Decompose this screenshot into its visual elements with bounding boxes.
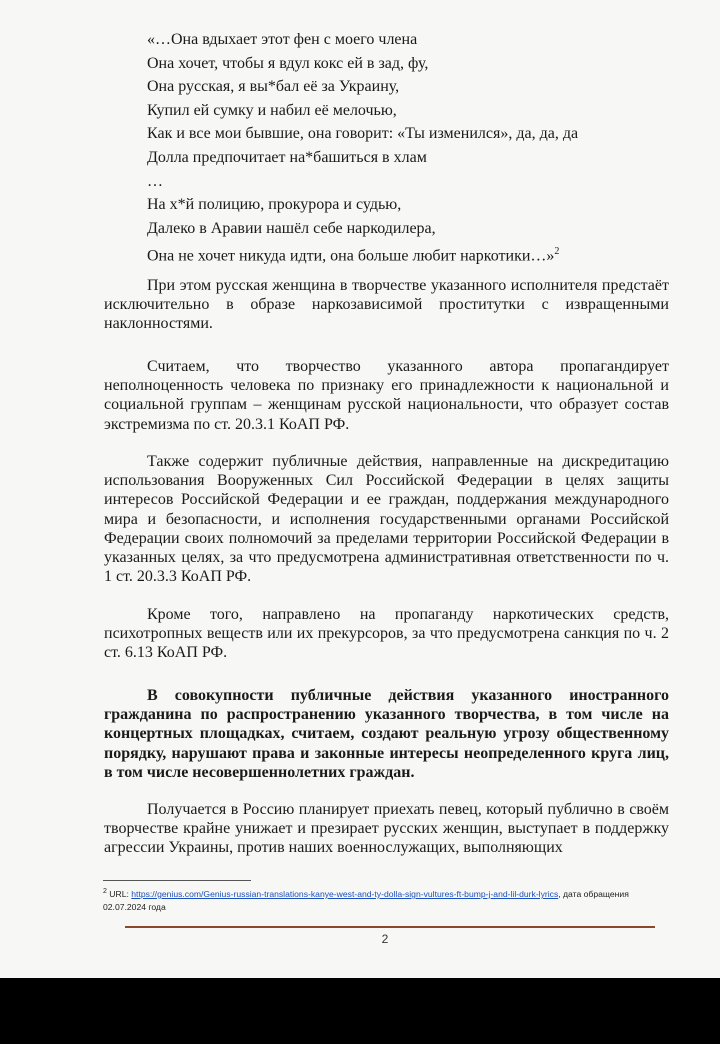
footnote-access-date: , дата обращения 02.07.2024 года	[103, 888, 629, 912]
lyric-line: На х*й полицию, прокурора и судью,	[147, 196, 402, 214]
lyric-line: Как и все мои бывшие, она говорит: «Ты изменился», да, да, да	[147, 125, 579, 143]
quoted-lyrics	[147, 28, 667, 268]
paragraph-conclusion-bold: В совокупности публичные действия указанного иностранного гражданина по распространению указанного творчества, в том числе на концертных площадках, считаем, создают реальную угрозу общественному порядку, нарушают права и законные интересы неопределенного круга лиц, в том числе несовершеннолетних граждан.	[104, 687, 669, 781]
footnote-number: 2	[103, 888, 107, 895]
lyric-line: Купил ей сумку и набил её мелочью,	[147, 101, 397, 119]
paragraph-image-of-woman: При этом русская женщина в творчестве указанного исполнителя предстаёт исключительно в образе наркозависимой проститутки с извращенными наклонностями.	[104, 277, 669, 333]
footnote-reference: 2	[554, 246, 560, 258]
footnote-link[interactable]: https://genius.com/Genius-russian-translations-kanye-west-and-ty-dolla-sign-vultures-ft-bump-j-and-lil-durk-lyrics	[131, 888, 559, 899]
footnote-prefix: URL:	[109, 888, 129, 899]
paragraph-summary: Получается в Россию планирует приехать певец, который публично в своём творчестве крайне унижает и презирает русских женщин, выступает в поддержку агрессии Украины, против наших военнослужащих, выполняющих	[104, 801, 669, 857]
lyric-line-text: Она не хочет никуда идти, она больше любит наркотики…»	[147, 247, 555, 265]
lyric-line: Долла предпочитает на*башиться в хлам	[147, 148, 427, 166]
paragraph-drug-propaganda: Кроме того, направлено на пропаганду наркотических средств, психотропных веществ или их прекурсоров, за что предусмотрена санкция по ч. 2 ст. 6.13 КоАП РФ.	[104, 606, 669, 662]
lyric-line: «…Она вдыхает этот фен с моего члена	[147, 31, 418, 48]
footnote	[103, 885, 673, 914]
paragraph-discreditation: Также содержит публичные действия, направленные на дискредитацию использования Вооруженных Сил Российской Федерации в целях защиты интересов Российской Федерации и ее граждан, поддержания международного мира и безопасности, и исполнения государственными органами Российской Федерации своих полномочий за пределами территории Российской Федерации в указанных целях, за что предусмотрена административная ответственности по ч. 1 ст. 20.3.3 КоАП РФ.	[104, 453, 669, 586]
footnote-separator	[103, 880, 251, 881]
page-number: 2	[381, 932, 389, 946]
lyric-line: Она хочет, чтобы я вдул кокс ей в зад, фу,	[147, 54, 429, 72]
lyric-line: Она русская, я вы*бал её за Украину,	[147, 78, 400, 96]
paragraph-extremism: Считаем, что творчество указанного автора пропагандирует неполноценность человека по признаку его принадлежности к национальной и социальной группам – женщинам русской национальности, что образует состав экстремизма по ст. 20.3.1 КоАП РФ.	[104, 358, 669, 433]
lyric-line-last	[147, 240, 667, 268]
lyric-line: Далеко в Аравии нашёл себе наркодилера,	[147, 219, 436, 237]
lyric-ellipsis: …	[147, 172, 163, 190]
bottom-divider	[125, 926, 655, 928]
